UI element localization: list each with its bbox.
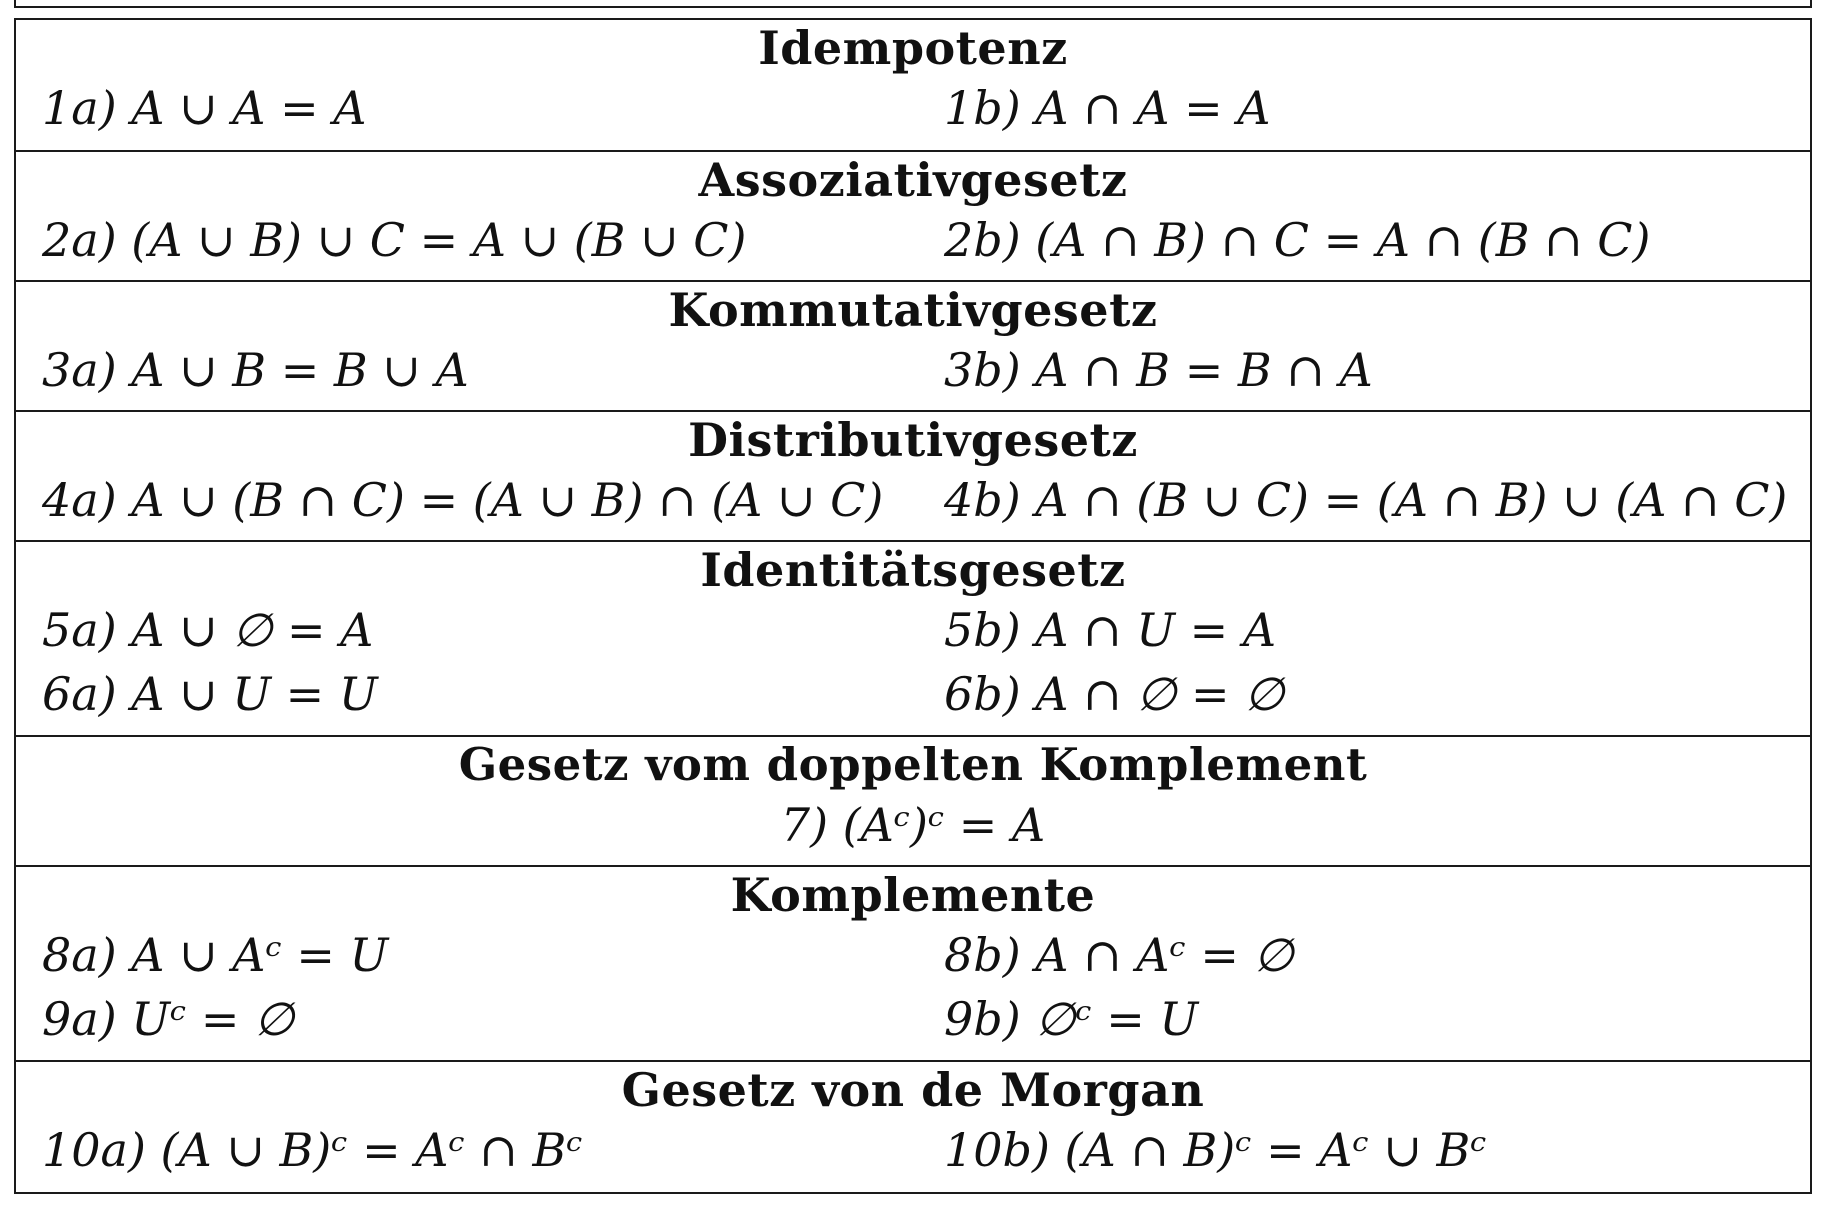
law-formula-b: 5b) A ∩ U = A [944, 603, 1277, 657]
law-formula-b: 6b) A ∩ ∅ = ∅ [944, 667, 1285, 721]
section-komplemente [16, 865, 1810, 1060]
section-title: Distributivgesetz [688, 413, 1138, 467]
law-row [16, 468, 1810, 532]
law-formula-b: 4b) A ∩ (B ∪ C) = (A ∩ B) ∪ (A ∩ C) [944, 473, 1788, 527]
section-idempotenz [16, 20, 1810, 150]
section-title: Assoziativgesetz [698, 153, 1128, 207]
law-row [16, 1118, 1810, 1182]
set-laws-table [14, 18, 1812, 1194]
law-formula-a: 3a) A ∪ B = B ∪ A [42, 343, 469, 397]
law-row [16, 662, 1810, 726]
law-row [16, 208, 1810, 272]
section-title: Komplemente [730, 868, 1096, 922]
law-formula-b: 2b) (A ∩ B) ∩ C = A ∩ (B ∩ C) [944, 213, 1651, 267]
section-title: Kommutativgesetz [668, 283, 1158, 337]
section-title: Gesetz von de Morgan [621, 1063, 1205, 1117]
law-formula-a: 2a) (A ∪ B) ∪ C = A ∪ (B ∪ C) [42, 213, 747, 267]
law-formula-a: 4a) A ∪ (B ∩ C) = (A ∪ B) ∩ (A ∪ C) [42, 473, 884, 527]
law-formula-a: 10a) (A ∪ B)ᶜ = Aᶜ ∩ Bᶜ [42, 1123, 583, 1177]
section-kommutativgesetz [16, 280, 1810, 410]
law-row [16, 76, 1810, 140]
law-row [16, 338, 1810, 402]
law-formula-b: 1b) A ∩ A = A [944, 81, 1271, 135]
law-formula-a: 6a) A ∪ U = U [42, 667, 378, 721]
law-formula-b: 8b) A ∩ Aᶜ = ∅ [944, 928, 1294, 982]
law-row [16, 923, 1810, 987]
law-row [16, 987, 1810, 1051]
section-de-morgan [16, 1060, 1810, 1190]
law-formula-b: 9b) ∅ᶜ = U [944, 992, 1199, 1046]
law-formula: 7) (Aᶜ)ᶜ = A [780, 798, 1046, 852]
law-formula-a: 9a) Uᶜ = ∅ [42, 992, 295, 1046]
section-assoziativgesetz [16, 150, 1810, 280]
section-title: Identitätsgesetz [700, 543, 1126, 597]
law-formula-b: 3b) A ∩ B = B ∩ A [944, 343, 1373, 397]
section-distributivgesetz [16, 410, 1810, 540]
law-formula-a: 8a) A ∪ Aᶜ = U [42, 928, 389, 982]
law-row [16, 598, 1810, 662]
law-formula-b: 10b) (A ∩ B)ᶜ = Aᶜ ∪ Bᶜ [944, 1123, 1487, 1177]
section-title: Idempotenz [758, 21, 1068, 75]
law-formula-a: 5a) A ∪ ∅ = A [42, 603, 374, 657]
top-frame-border [14, 0, 1812, 8]
section-title: Gesetz vom doppelten Komplement [458, 738, 1368, 791]
section-doppeltes-komplement [16, 735, 1810, 865]
section-identitaetsgesetz [16, 540, 1810, 735]
law-row [16, 793, 1810, 857]
law-formula-a: 1a) A ∪ A = A [42, 81, 367, 135]
